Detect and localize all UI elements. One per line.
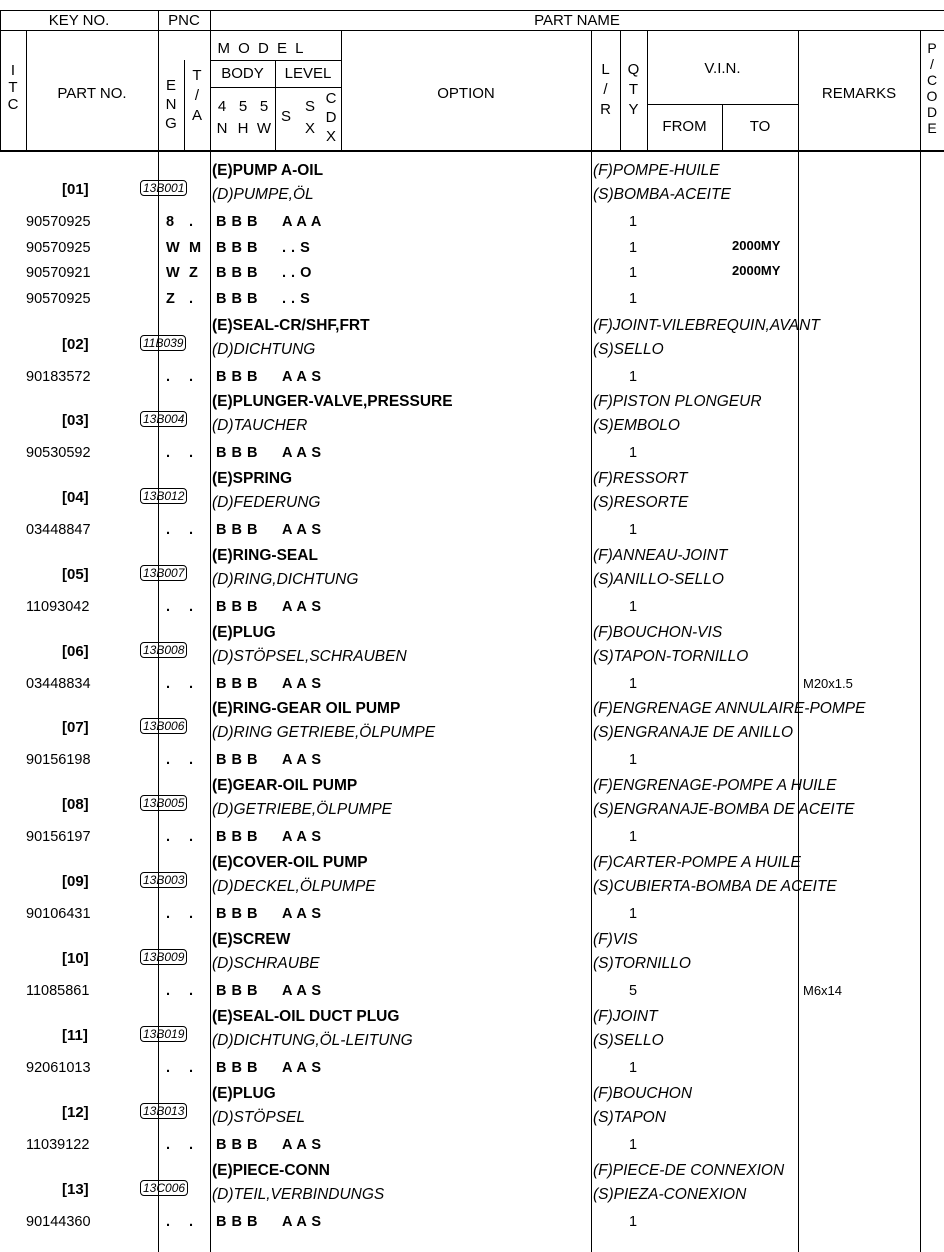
ta-char: A bbox=[191, 107, 202, 124]
pnc-code: 13B005 bbox=[140, 795, 187, 811]
body-codes: B B B bbox=[216, 369, 258, 385]
part-number: 11085861 bbox=[26, 983, 90, 999]
level-codes: A A S bbox=[282, 752, 322, 768]
pnc-code: 13B003 bbox=[140, 872, 187, 888]
part-no-header: PART NO. bbox=[57, 85, 127, 102]
part-number: 11039122 bbox=[26, 1137, 90, 1153]
body-codes: B B B bbox=[216, 1060, 258, 1076]
option-french: (F)PISTON PLONGEUR bbox=[593, 393, 762, 410]
pcode-char: / bbox=[930, 56, 934, 72]
option-english: (E)PLUG bbox=[212, 624, 276, 641]
level-codes: . . S bbox=[282, 290, 310, 307]
level-codes: A A S bbox=[282, 599, 322, 615]
qty-char: Q bbox=[627, 61, 640, 78]
body-codes: B B B bbox=[216, 239, 258, 256]
ta-header bbox=[184, 66, 210, 126]
key-number: [03] bbox=[62, 412, 89, 429]
option-english: (E)SCREW bbox=[212, 931, 291, 948]
vin-header: V.I.N. bbox=[704, 60, 741, 77]
pcode-char: D bbox=[926, 104, 938, 120]
ta-code: . bbox=[189, 983, 194, 999]
option-french: (F)VIS bbox=[593, 931, 638, 948]
lr-char: L bbox=[601, 61, 610, 78]
body-codes: B B B bbox=[216, 214, 258, 230]
level-codes: A A S bbox=[282, 1137, 322, 1153]
ta-code: . bbox=[189, 599, 194, 615]
key-number: [10] bbox=[62, 950, 89, 967]
itc-char: T bbox=[8, 79, 18, 96]
option-spanish: (S)SELLO bbox=[593, 1032, 664, 1049]
ta-code: . bbox=[189, 290, 194, 307]
ta-char: / bbox=[194, 87, 200, 104]
quantity: 1 bbox=[629, 1214, 638, 1230]
body-header: BODY bbox=[221, 65, 264, 82]
option-french: (F)PIECE-DE CONNEXION bbox=[593, 1162, 785, 1179]
option-spanish: (S)PIEZA-CONEXION bbox=[593, 1186, 747, 1203]
eng-code: . bbox=[166, 599, 171, 615]
option-french: (F)JOINT-VILEBREQUIN,AVANT bbox=[593, 317, 820, 334]
level-codes: A A S bbox=[282, 829, 322, 845]
level-col-sx bbox=[299, 96, 321, 140]
ta-code: . bbox=[189, 522, 194, 538]
body-rule bbox=[920, 152, 921, 1252]
part-name-header: PART NAME bbox=[534, 12, 620, 29]
body-codes: B B B bbox=[216, 829, 258, 845]
level-codes: A A S bbox=[282, 1214, 322, 1230]
option-german: (D)FEDERUNG bbox=[212, 494, 321, 511]
eng-code: . bbox=[166, 983, 171, 999]
body-col-char: 5 bbox=[238, 98, 248, 115]
option-english: (E)PLUNGER-VALVE,PRESSURE bbox=[212, 393, 453, 410]
body-codes: B B B bbox=[216, 906, 258, 922]
level-codes: A A S bbox=[282, 445, 322, 461]
pnc-code: 13B008 bbox=[140, 642, 187, 658]
part-number: 92061013 bbox=[26, 1060, 91, 1076]
quantity: 1 bbox=[629, 1137, 638, 1153]
ta-code: . bbox=[189, 1060, 194, 1076]
itc-char: C bbox=[7, 96, 19, 113]
qty-char: Y bbox=[628, 101, 639, 118]
level-col-char: X bbox=[325, 128, 336, 145]
option-spanish: (S)BOMBA-ACEITE bbox=[593, 186, 731, 203]
option-english: (E)SPRING bbox=[212, 470, 293, 487]
key-number: [08] bbox=[62, 796, 89, 813]
qty-header bbox=[620, 60, 647, 120]
part-number: 90530592 bbox=[26, 445, 91, 461]
key-number: [05] bbox=[62, 566, 89, 583]
key-number: [12] bbox=[62, 1104, 89, 1121]
option-german: (D)STÖPSEL,SCHRAUBEN bbox=[212, 648, 407, 665]
lr-char: / bbox=[603, 81, 608, 98]
level-col-cdx bbox=[321, 89, 341, 146]
pnc-code: 13B006 bbox=[140, 718, 187, 734]
ta-code: . bbox=[189, 214, 194, 230]
key-number: [04] bbox=[62, 489, 89, 506]
option-spanish: (S)SELLO bbox=[593, 341, 664, 358]
level-codes: A A S bbox=[282, 676, 322, 692]
level-col-char: X bbox=[304, 120, 315, 137]
option-french: (F)BOUCHON bbox=[593, 1085, 693, 1102]
option-english: (E)SEAL-OIL DUCT PLUG bbox=[212, 1008, 400, 1025]
level-codes: . . S bbox=[282, 239, 310, 256]
body-col-5h bbox=[232, 96, 254, 140]
ta-char: T bbox=[192, 67, 202, 84]
level-codes: A A S bbox=[282, 906, 322, 922]
option-english: (E)COVER-OIL PUMP bbox=[212, 854, 368, 871]
eng-code: . bbox=[166, 829, 171, 845]
eng-code: . bbox=[166, 369, 171, 385]
quantity: 1 bbox=[629, 752, 638, 768]
quantity: 1 bbox=[629, 214, 638, 230]
ta-code: . bbox=[189, 752, 194, 768]
option-german: (D)STÖPSEL bbox=[212, 1109, 306, 1126]
pcode-char: O bbox=[926, 88, 938, 104]
quantity: 1 bbox=[629, 239, 638, 256]
eng-code: . bbox=[166, 1214, 171, 1230]
body-col-char: 4 bbox=[217, 98, 227, 115]
part-number: 90144360 bbox=[26, 1214, 91, 1230]
eng-code: . bbox=[166, 1137, 171, 1153]
eng-char: G bbox=[165, 115, 177, 132]
option-spanish: (S)ANILLO-SELLO bbox=[593, 571, 724, 588]
quantity: 5 bbox=[629, 983, 638, 999]
option-german: (D)DICHTUNG,ÖL-LEITUNG bbox=[212, 1032, 413, 1049]
part-number: 03448834 bbox=[26, 676, 91, 692]
body-codes: B B B bbox=[216, 752, 258, 768]
remarks: M6x14 bbox=[803, 983, 843, 998]
header-rule bbox=[0, 30, 944, 31]
itc-header bbox=[0, 62, 26, 113]
part-number: 11093042 bbox=[26, 599, 90, 615]
option-spanish: (S)ENGRANAJE-BOMBA DE ACEITE bbox=[593, 801, 855, 818]
eng-char: E bbox=[165, 77, 176, 94]
ta-code: . bbox=[189, 1137, 194, 1153]
body-codes: B B B bbox=[216, 676, 258, 692]
pnc-code: 13B013 bbox=[140, 1103, 187, 1119]
body-codes: B B B bbox=[216, 599, 258, 615]
key-number: [13] bbox=[62, 1181, 89, 1198]
body-col-char: W bbox=[256, 120, 272, 137]
option-french: (F)ANNEAU-JOINT bbox=[593, 547, 728, 564]
ta-code: M bbox=[189, 239, 202, 256]
eng-header bbox=[158, 76, 184, 133]
quantity: 1 bbox=[629, 906, 638, 922]
header-rule bbox=[0, 150, 944, 152]
option-german: (D)GETRIEBE,ÖLPUMPE bbox=[212, 801, 392, 818]
option-english: (E)GEAR-OIL PUMP bbox=[212, 777, 358, 794]
option-english: (E)PUMP A-OIL bbox=[212, 162, 324, 179]
option-german: (D)RING,DICHTUNG bbox=[212, 571, 359, 588]
part-number: 90570925 bbox=[26, 239, 91, 256]
level-header: LEVEL bbox=[284, 65, 332, 82]
body-col-char: H bbox=[237, 120, 249, 137]
pnc-header: PNC bbox=[168, 12, 200, 29]
ta-code: . bbox=[189, 369, 194, 385]
level-col-s: S bbox=[280, 108, 291, 125]
pnc-code: 13C006 bbox=[140, 1180, 188, 1196]
pnc-code: 11B039 bbox=[140, 335, 186, 351]
eng-code: Z bbox=[166, 290, 175, 307]
lr-char: R bbox=[600, 101, 611, 118]
pnc-code: 13B019 bbox=[140, 1026, 187, 1042]
quantity: 1 bbox=[629, 445, 638, 461]
option-german: (D)TAUCHER bbox=[212, 417, 308, 434]
level-codes: . . O bbox=[282, 265, 312, 281]
from-header: FROM bbox=[662, 118, 707, 135]
option-german: (D)RING GETRIEBE,ÖLPUMPE bbox=[212, 724, 436, 741]
option-spanish: (S)TAPON-TORNILLO bbox=[593, 648, 749, 665]
part-number: 03448847 bbox=[26, 522, 91, 538]
body-col-char: N bbox=[216, 120, 228, 137]
level-codes: A A S bbox=[282, 369, 322, 385]
level-col-char: S bbox=[304, 98, 315, 115]
pcode-char: E bbox=[927, 120, 937, 136]
pnc-code: 13B007 bbox=[140, 565, 187, 581]
option-spanish: (S)TAPON bbox=[593, 1109, 666, 1126]
key-number: [01] bbox=[62, 181, 89, 198]
body-codes: B B B bbox=[216, 983, 258, 999]
pcode-header bbox=[920, 40, 944, 136]
pnc-code: 13B004 bbox=[140, 411, 187, 427]
quantity: 1 bbox=[629, 676, 638, 692]
level-codes: A A A bbox=[282, 214, 322, 230]
pnc-code: 13B009 bbox=[140, 949, 187, 965]
quantity: 1 bbox=[629, 1060, 638, 1076]
remarks-header: REMARKS bbox=[821, 85, 897, 102]
part-number: 90570925 bbox=[26, 290, 91, 307]
vin-to: 2000MY bbox=[732, 263, 781, 278]
option-english: (E)PIECE-CONN bbox=[212, 1162, 330, 1179]
body-col-4n bbox=[212, 96, 232, 140]
ta-code: . bbox=[189, 676, 194, 692]
key-number: [09] bbox=[62, 873, 89, 890]
itc-char: I bbox=[10, 62, 16, 79]
option-german: (D)DICHTUNG bbox=[212, 341, 316, 358]
eng-code: . bbox=[166, 522, 171, 538]
header-rule bbox=[0, 10, 944, 11]
option-spanish: (S)RESORTE bbox=[593, 494, 689, 511]
header-rule bbox=[210, 60, 341, 61]
option-german: (D)PUMPE,ÖL bbox=[212, 186, 314, 203]
body-codes: B B B bbox=[216, 522, 258, 538]
key-no-header: KEY NO. bbox=[48, 12, 110, 29]
option-spanish: (S)CUBIERTA-BOMBA DE ACEITE bbox=[593, 878, 837, 895]
option-french: (F)BOUCHON-VIS bbox=[593, 624, 723, 641]
option-spanish: (S)EMBOLO bbox=[593, 417, 680, 434]
body-rule bbox=[158, 152, 159, 1252]
part-number: 90570921 bbox=[26, 265, 91, 281]
level-codes: A A S bbox=[282, 1060, 322, 1076]
lr-header bbox=[591, 60, 620, 120]
qty-char: T bbox=[628, 81, 639, 98]
option-spanish: (S)TORNILLO bbox=[593, 955, 691, 972]
option-french: (F)POMPE-HUILE bbox=[593, 162, 720, 179]
key-number: [07] bbox=[62, 719, 89, 736]
body-col-char: 5 bbox=[259, 98, 269, 115]
ta-code: . bbox=[189, 1214, 194, 1230]
eng-code: . bbox=[166, 906, 171, 922]
option-spanish: (S)ENGRANAJE DE ANILLO bbox=[593, 724, 794, 741]
to-header: TO bbox=[749, 118, 771, 135]
eng-code: W bbox=[166, 239, 180, 256]
remarks: M20x1.5 bbox=[803, 676, 853, 691]
ta-code: Z bbox=[189, 265, 198, 281]
eng-code: W bbox=[166, 265, 180, 281]
quantity: 1 bbox=[629, 829, 638, 845]
eng-code: . bbox=[166, 676, 171, 692]
option-header: OPTION bbox=[437, 85, 495, 102]
level-col-char: C bbox=[325, 90, 337, 107]
option-french: (F)ENGRENAGE ANNULAIRE-POMPE bbox=[593, 700, 866, 717]
ta-code: . bbox=[189, 445, 194, 461]
ta-code: . bbox=[189, 906, 194, 922]
option-french: (F)JOINT bbox=[593, 1008, 658, 1025]
key-number: [11] bbox=[62, 1027, 88, 1044]
body-col-5w bbox=[253, 96, 275, 140]
part-number: 90106431 bbox=[26, 906, 91, 922]
body-codes: B B B bbox=[216, 290, 258, 307]
part-number: 90156197 bbox=[26, 829, 91, 845]
part-number: 90183572 bbox=[26, 369, 91, 385]
eng-code: . bbox=[166, 1060, 171, 1076]
vin-to: 2000MY bbox=[732, 237, 781, 253]
pnc-code: 13B001 bbox=[140, 180, 187, 196]
quantity: 1 bbox=[629, 290, 638, 307]
pcode-char: P bbox=[927, 40, 937, 56]
level-codes: A A S bbox=[282, 522, 322, 538]
quantity: 1 bbox=[629, 599, 638, 615]
body-codes: B B B bbox=[216, 1214, 258, 1230]
header-rule bbox=[210, 87, 341, 88]
part-number: 90156198 bbox=[26, 752, 91, 768]
option-german: (D)TEIL,VERBINDUNGS bbox=[212, 1186, 385, 1203]
pcode-char: C bbox=[926, 72, 938, 88]
option-french: (F)RESSORT bbox=[593, 470, 688, 487]
option-german: (D)DECKEL,ÖLPUMPE bbox=[212, 878, 376, 895]
eng-char: N bbox=[165, 96, 177, 113]
pnc-code: 13B012 bbox=[140, 488, 187, 504]
level-codes: A A S bbox=[282, 983, 322, 999]
eng-code: 8 bbox=[166, 214, 175, 230]
quantity: 1 bbox=[629, 369, 638, 385]
option-german: (D)SCHRAUBE bbox=[212, 955, 320, 972]
option-english: (E)RING-GEAR OIL PUMP bbox=[212, 700, 401, 717]
eng-code: . bbox=[166, 445, 171, 461]
level-col-char: D bbox=[325, 109, 337, 126]
body-codes: B B B bbox=[216, 265, 258, 281]
option-french: (F)CARTER-POMPE A HUILE bbox=[593, 854, 801, 871]
key-number: [06] bbox=[62, 643, 89, 660]
option-english: (E)PLUG bbox=[212, 1085, 276, 1102]
part-number: 90570925 bbox=[26, 214, 91, 230]
table-header bbox=[0, 0, 944, 150]
body-rule bbox=[210, 152, 211, 1252]
body-codes: B B B bbox=[216, 445, 258, 461]
option-french: (F)ENGRENAGE-POMPE A HUILE bbox=[593, 777, 837, 794]
ta-code: . bbox=[189, 829, 194, 845]
quantity: 1 bbox=[629, 265, 638, 281]
model-header: M O D E L bbox=[217, 40, 306, 57]
body-codes: B B B bbox=[216, 1137, 258, 1153]
option-english: (E)RING-SEAL bbox=[212, 547, 318, 564]
eng-code: . bbox=[166, 752, 171, 768]
quantity: 1 bbox=[629, 522, 638, 538]
body-rule bbox=[591, 152, 592, 1252]
key-number: [02] bbox=[62, 336, 89, 353]
option-english: (E)SEAL-CR/SHF,FRT bbox=[212, 317, 370, 334]
